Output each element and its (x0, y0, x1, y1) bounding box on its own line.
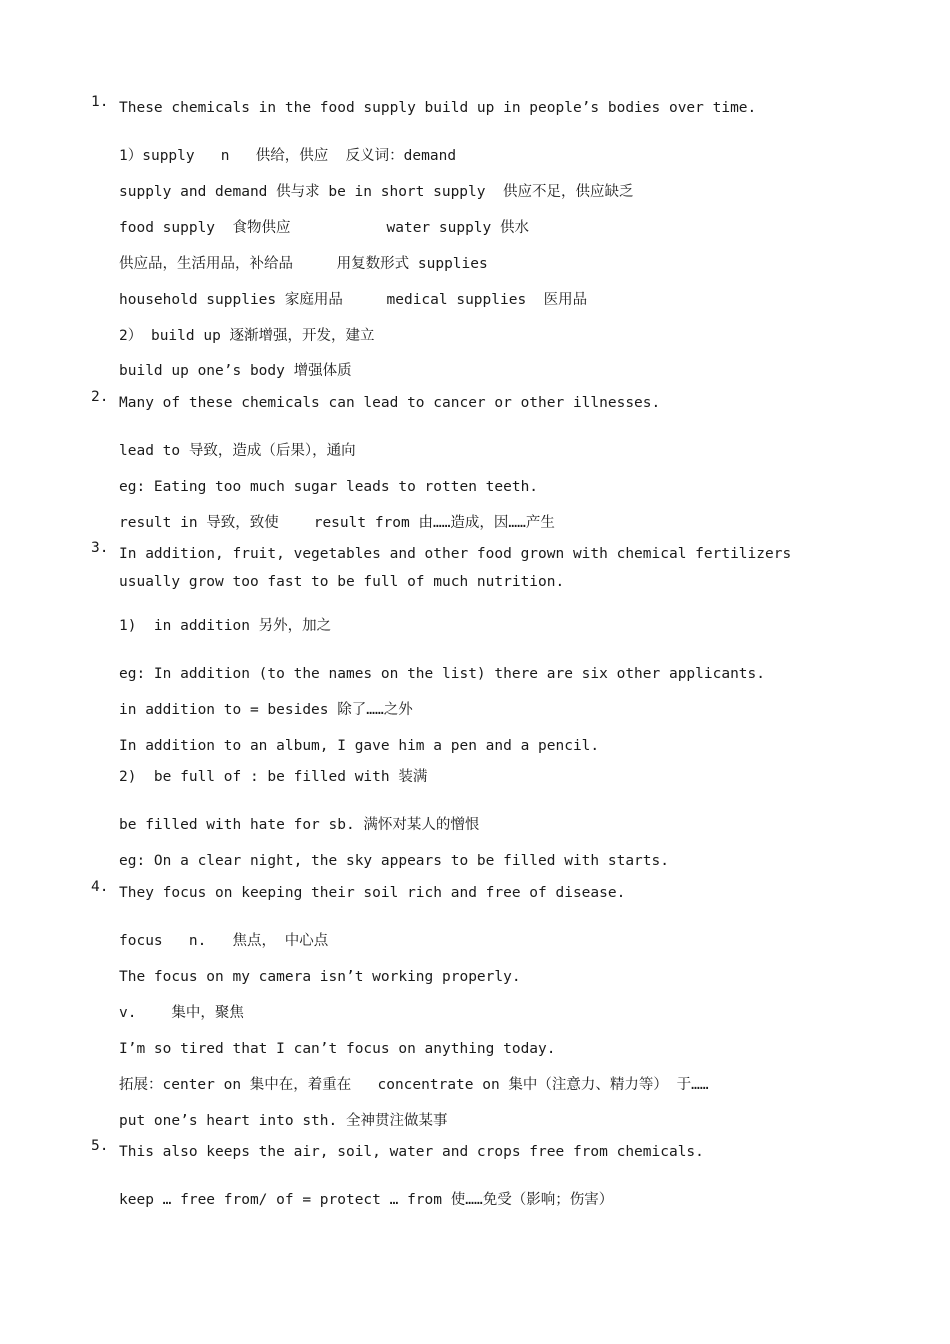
note-line: 2) be full of : be filled with 装满 (119, 769, 428, 785)
item-sentence: They focus on keeping their soil rich and free of disease. (119, 885, 626, 901)
item-sentence: Many of these chemicals can lead to cancer or other illnesses. (119, 395, 661, 411)
note-line: 供应品，生活用品，补给品 用复数形式 supplies (119, 256, 488, 272)
note-line: lead to 导致，造成（后果），通向 (119, 443, 356, 459)
note-line: eg: In addition (to the names on the list) there are six other applicants. (119, 666, 766, 682)
note-line: result in 导致，致使 result from 由……造成，因……产生 (119, 515, 555, 531)
note-line: 2） build up 逐渐增强，开发，建立 (119, 328, 375, 344)
item-sentence: In addition, fruit, vegetables and other food grown with chemical fertilizers usually grow too fast to be full of much nutrition. (119, 546, 792, 590)
note-line: I’m so tired that I can’t focus on anything today. (119, 1041, 556, 1057)
note-line: The focus on my camera isn’t working properly. (119, 969, 521, 985)
item-number: 1. (91, 94, 109, 110)
note-line: build up one’s body 增强体质 (119, 363, 352, 379)
note-line: keep … free from/ of = protect … from 使……免受（影响；伤害） (119, 1192, 614, 1208)
item-number: 2. (91, 389, 109, 405)
note-line: In addition to an album, I gave him a pen and a pencil. (119, 738, 600, 754)
note-line: v. 集中，聚焦 (119, 1005, 244, 1021)
item-sentence: These chemicals in the food supply build up in people’s bodies over time. (119, 100, 757, 116)
note-line: supply and demand 供与求 be in short supply 供应不足，供应缺乏 (119, 184, 634, 200)
item-number: 4. (91, 879, 109, 895)
item-sentence: This also keeps the air, soil, water and crops free from chemicals. (119, 1144, 704, 1160)
note-line: 拓展：center on 集中在，着重在 concentrate on 集中（注意力、精力等） 于…… (119, 1077, 709, 1093)
note-line: household supplies 家庭用品 medical supplies 医用品 (119, 292, 588, 308)
note-line: eg: Eating too much sugar leads to rotten teeth. (119, 479, 539, 495)
note-line: 1）supply n 供给，供应 反义词：demand (119, 148, 457, 164)
note-line: focus n. 焦点， 中心点 (119, 933, 329, 949)
note-line: be filled with hate for sb. 满怀对某人的憎恨 (119, 817, 480, 833)
note-line: food supply 食物供应 water supply 供水 (119, 220, 529, 236)
note-line: in addition to = besides 除了……之外 (119, 702, 413, 718)
note-line: eg: On a clear night, the sky appears to be filled with starts. (119, 853, 669, 869)
note-line: put one’s heart into sth. 全神贯注做某事 (119, 1113, 448, 1129)
item-number: 5. (91, 1138, 109, 1154)
note-line: 1) in addition 另外，加之 (119, 618, 332, 634)
item-number: 3. (91, 540, 109, 556)
